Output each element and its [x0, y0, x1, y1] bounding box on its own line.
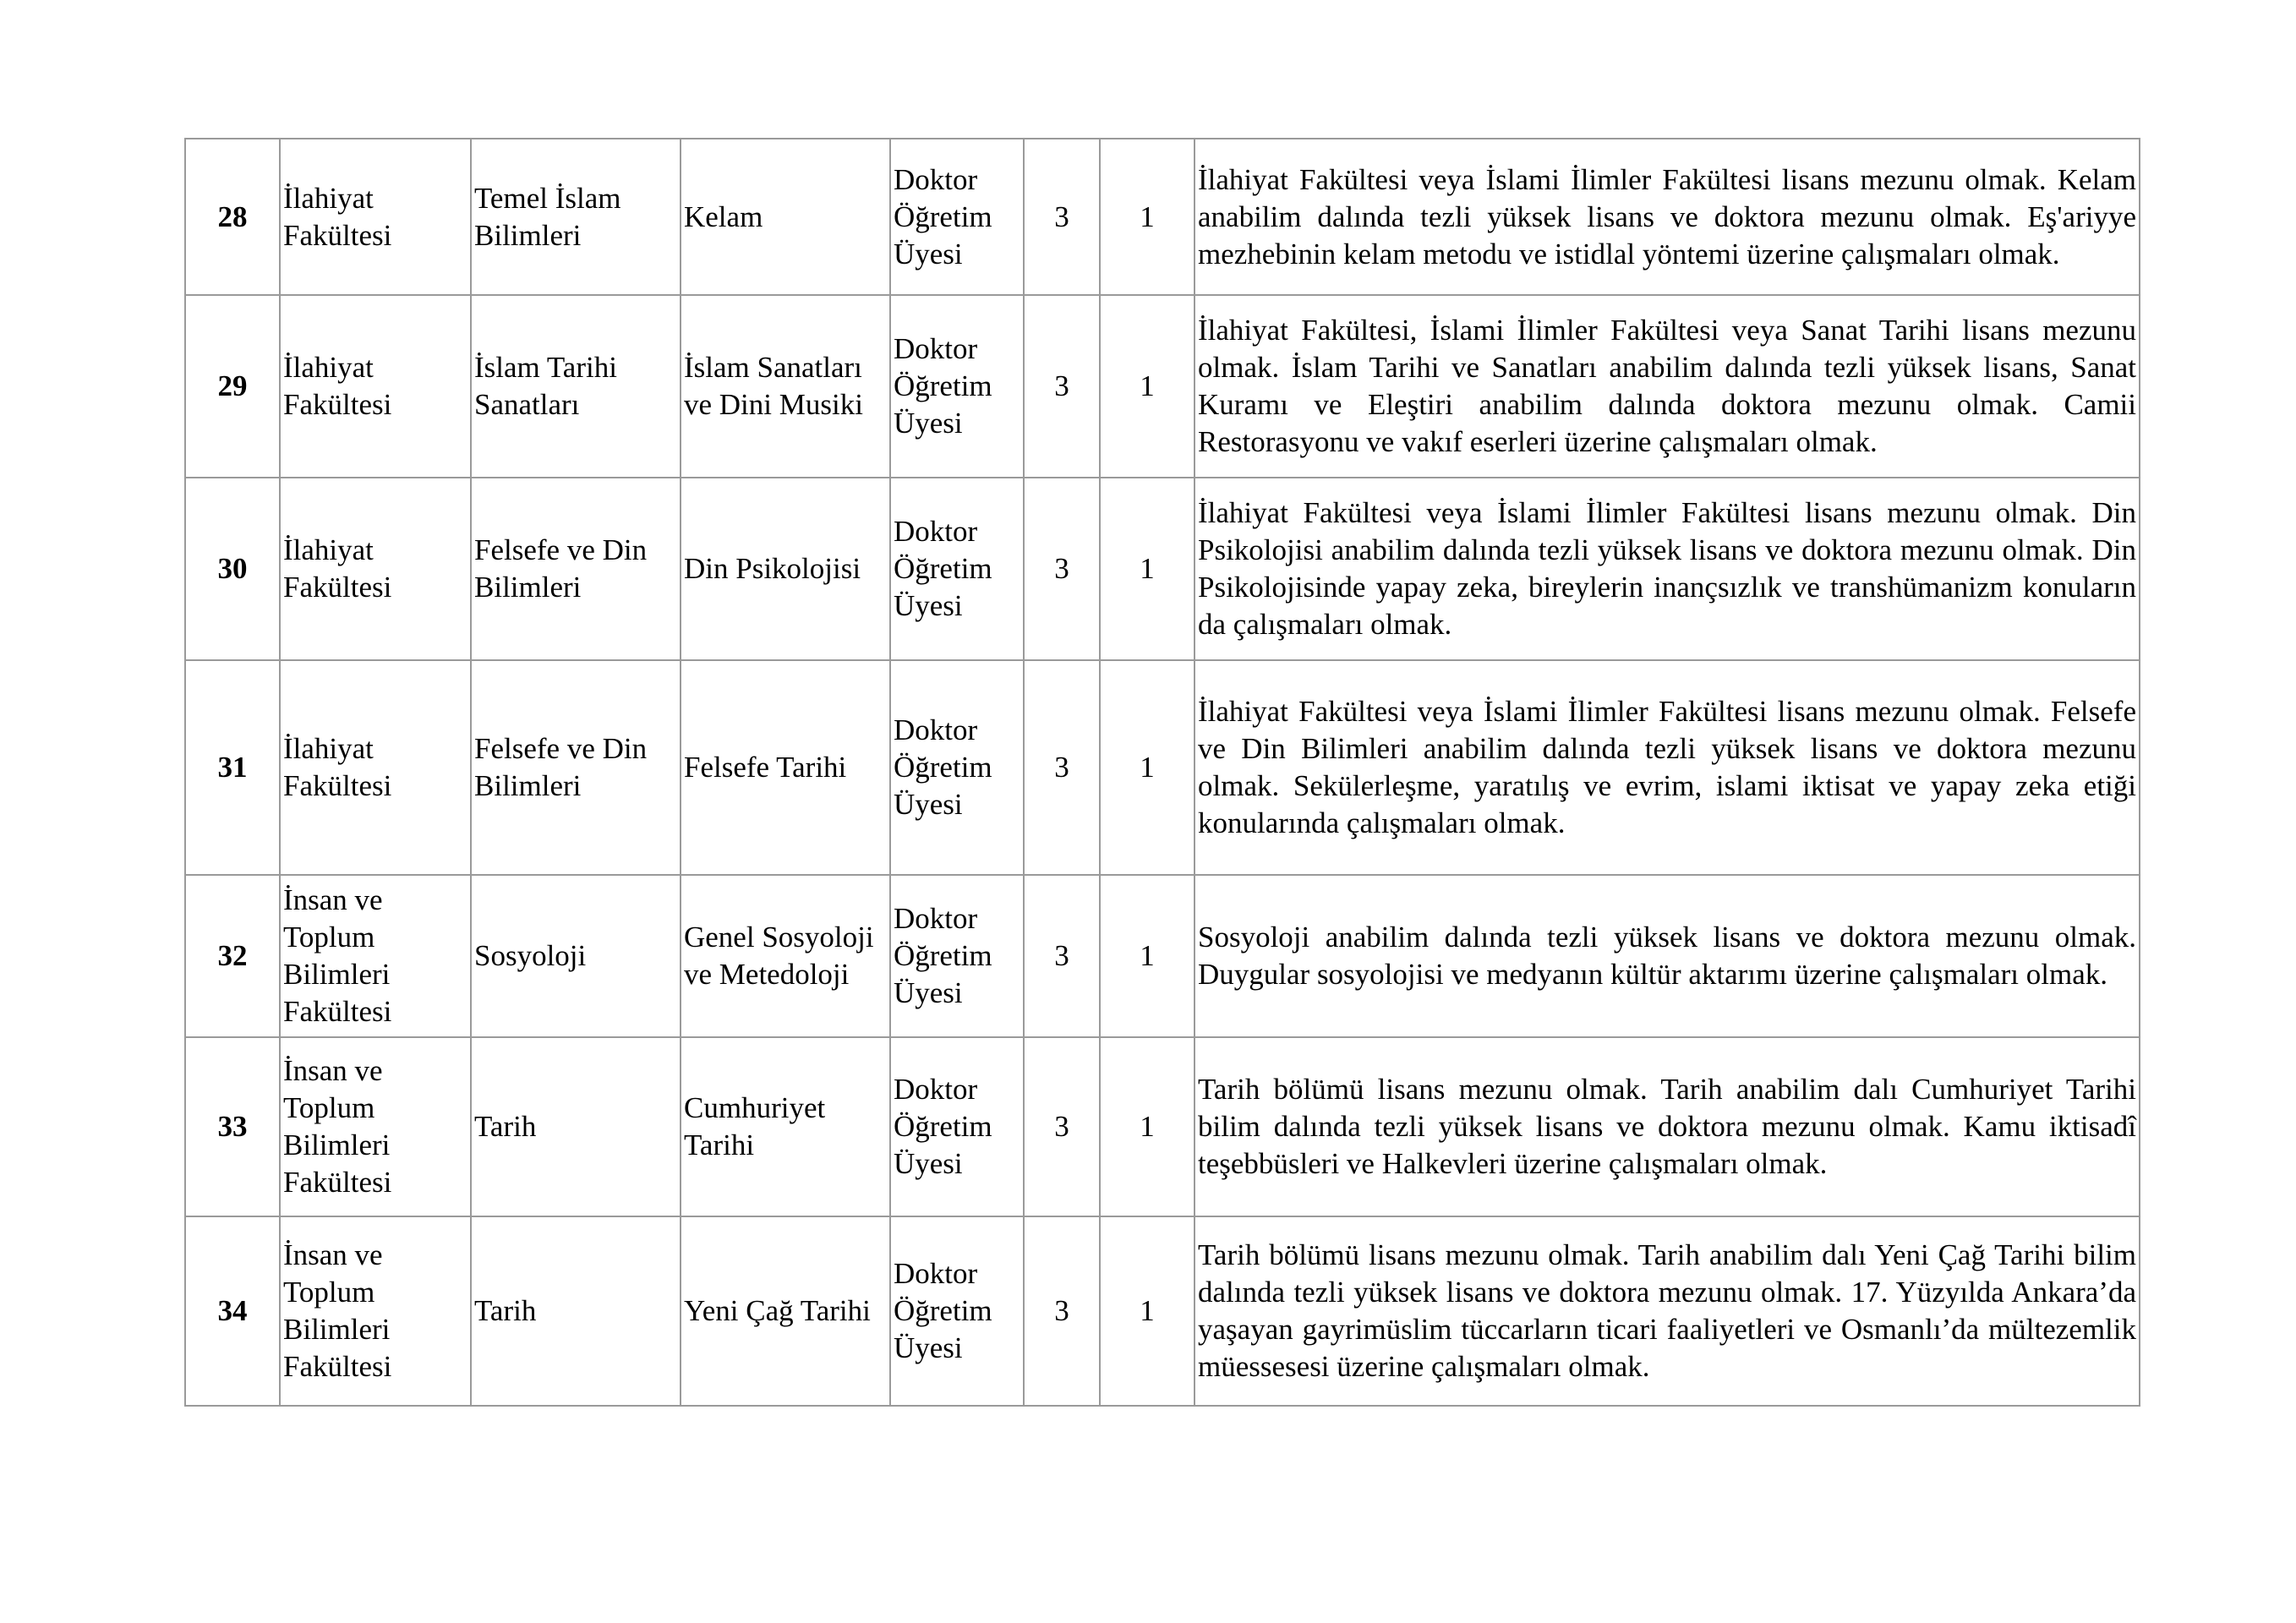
column-5-value: 3 — [1024, 139, 1100, 295]
table-row — [185, 660, 2140, 875]
field-cell: Felsefe Tarihi — [681, 660, 890, 875]
column-5-value: 3 — [1024, 660, 1100, 875]
title-cell: Doktor Öğretim Üyesi — [890, 478, 1024, 660]
column-6-value: 1 — [1100, 660, 1194, 875]
faculty-cell: İlahiyat Fakültesi — [280, 139, 471, 295]
requirements-cell: Tarih bölümü lisans mezunu olmak. Tarih anabilim dalı Yeni Çağ Tarihi bilim dalında tezli yüksek lisans ve doktora mezunu olmak. 17. Yüzyılda Ankara’da yaşayan gayrimüslim tüccarların ticari faaliyetleri ve Osmanlı’da mültezemlik müessesesi üzerine çalışmaları olmak. — [1194, 1216, 2140, 1406]
department-cell: Felsefe ve Din Bilimleri — [471, 478, 681, 660]
column-5-value: 3 — [1024, 1037, 1100, 1216]
row-number: 32 — [185, 875, 280, 1037]
faculty-cell: İlahiyat Fakültesi — [280, 660, 471, 875]
column-6-value: 1 — [1100, 875, 1194, 1037]
title-cell: Doktor Öğretim Üyesi — [890, 1037, 1024, 1216]
row-number: 31 — [185, 660, 280, 875]
title-cell: Doktor Öğretim Üyesi — [890, 295, 1024, 478]
requirements-cell: Tarih bölümü lisans mezunu olmak. Tarih anabilim dalı Cumhuriyet Tarihi bilim dalında tezli yüksek lisans ve doktora mezunu olmak. Kamu iktisadî teşebbüsleri ve Halkevleri üzerine çalışmaları olmak. — [1194, 1037, 2140, 1216]
department-cell: Sosyoloji — [471, 875, 681, 1037]
table-row — [185, 1037, 2140, 1216]
table-row — [185, 1216, 2140, 1406]
department-cell: Felsefe ve Din Bilimleri — [471, 660, 681, 875]
column-6-value: 1 — [1100, 478, 1194, 660]
column-6-value: 1 — [1100, 139, 1194, 295]
requirements-cell: İlahiyat Fakültesi veya İslami İlimler Fakültesi lisans mezunu olmak. Din Psikolojisi anabilim dalında tezli yüksek lisans ve doktora mezunu olmak. Din Psikolojisinde yapay zeka, bireylerin inançsızlık ve transhümanizm konuların da çalışmaları olmak. — [1194, 478, 2140, 660]
faculty-cell: İnsan ve Toplum Bilimleri Fakültesi — [280, 1216, 471, 1406]
academic-positions-table — [184, 138, 2140, 1407]
field-cell: Cumhuriyet Tarihi — [681, 1037, 890, 1216]
department-cell: İslam Tarihi Sanatları — [471, 295, 681, 478]
field-cell: Kelam — [681, 139, 890, 295]
requirements-cell: İlahiyat Fakültesi veya İslami İlimler Fakültesi lisans mezunu olmak. Kelam anabilim dalında tezli yüksek lisans ve doktora mezunu olmak. Eş'ariyye mezhebinin kelam metodu ve istidlal yöntemi üzerine çalışmaları olmak. — [1194, 139, 2140, 295]
field-cell: İslam Sanatları ve Dini Musiki — [681, 295, 890, 478]
row-number: 30 — [185, 478, 280, 660]
row-number: 33 — [185, 1037, 280, 1216]
department-cell: Tarih — [471, 1037, 681, 1216]
title-cell: Doktor Öğretim Üyesi — [890, 139, 1024, 295]
faculty-cell: İnsan ve Toplum Bilimleri Fakültesi — [280, 1037, 471, 1216]
department-cell: Tarih — [471, 1216, 681, 1406]
title-cell: Doktor Öğretim Üyesi — [890, 660, 1024, 875]
title-cell: Doktor Öğretim Üyesi — [890, 1216, 1024, 1406]
column-5-value: 3 — [1024, 1216, 1100, 1406]
faculty-cell: İlahiyat Fakültesi — [280, 295, 471, 478]
table-row — [185, 295, 2140, 478]
title-cell: Doktor Öğretim Üyesi — [890, 875, 1024, 1037]
column-6-value: 1 — [1100, 1037, 1194, 1216]
requirements-cell: İlahiyat Fakültesi veya İslami İlimler Fakültesi lisans mezunu olmak. Felsefe ve Din Bilimleri anabilim dalında tezli yüksek lisans ve doktora mezunu olmak. Sekülerleşme, yaratılış ve evrim, islami iktisat ve yapay zeka etiği konularında çalışmaları olmak. — [1194, 660, 2140, 875]
field-cell: Genel Sosyoloji ve Metedoloji — [681, 875, 890, 1037]
table-row — [185, 875, 2140, 1037]
requirements-cell: İlahiyat Fakültesi, İslami İlimler Fakültesi veya Sanat Tarihi lisans mezunu olmak. İslam Tarihi ve Sanatları anabilim dalında tezli yüksek lisans, Sanat Kuramı ve Eleştiri anabilim dalında doktora mezunu olmak. Camii Restorasyonu ve vakıf eserleri üzerine çalışmaları olmak. — [1194, 295, 2140, 478]
row-number: 28 — [185, 139, 280, 295]
field-cell: Yeni Çağ Tarihi — [681, 1216, 890, 1406]
table-row — [185, 139, 2140, 295]
column-5-value: 3 — [1024, 295, 1100, 478]
row-number: 34 — [185, 1216, 280, 1406]
column-5-value: 3 — [1024, 478, 1100, 660]
row-number: 29 — [185, 295, 280, 478]
field-cell: Din Psikolojisi — [681, 478, 890, 660]
faculty-cell: İnsan ve Toplum Bilimleri Fakültesi — [280, 875, 471, 1037]
faculty-cell: İlahiyat Fakültesi — [280, 478, 471, 660]
requirements-cell: Sosyoloji anabilim dalında tezli yüksek lisans ve doktora mezunu olmak. Duygular sosyolojisi ve medyanın kültür aktarımı üzerine çalışmaları olmak. — [1194, 875, 2140, 1037]
department-cell: Temel İslam Bilimleri — [471, 139, 681, 295]
column-6-value: 1 — [1100, 1216, 1194, 1406]
column-5-value: 3 — [1024, 875, 1100, 1037]
column-6-value: 1 — [1100, 295, 1194, 478]
table-row — [185, 478, 2140, 660]
